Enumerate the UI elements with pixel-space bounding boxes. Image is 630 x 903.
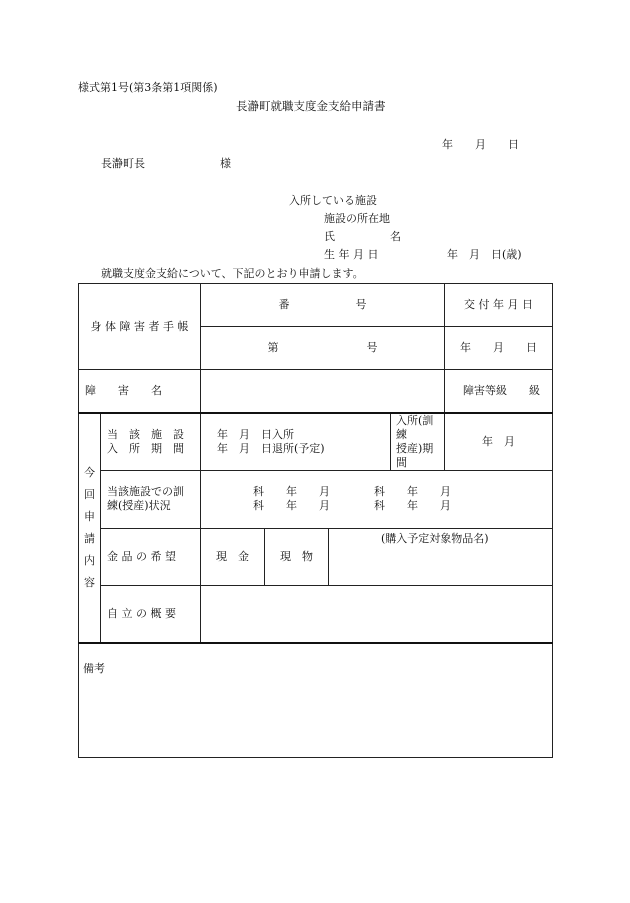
number-header: 番 号 [201,284,445,327]
period-label-line1: 当 該 施 設 [107,427,184,441]
disability-label: 障 害 名 [79,370,201,413]
training-status-label-line2: 練(授産)状況 [107,499,171,512]
remarks-label: 備考 [83,662,105,675]
issue-date-header: 交 付 年 月 日 [445,284,553,327]
techo-label: 身 体 障 害 者 手 帳 [79,284,201,370]
training-status-value[interactable] [201,470,553,528]
disability-value[interactable] [201,370,445,413]
stay-period-cell[interactable] [201,413,391,471]
intro-text: 就職支度金支給について、下記のとおり申請します。 [101,267,364,280]
independence-value[interactable] [201,585,553,643]
number-value[interactable]: 第 号 [201,327,445,370]
grade-cell[interactable] [445,370,553,413]
training-period-label-line1: 入所(訓練 [396,413,434,441]
grade-label: 障害等級 [463,383,508,397]
discharge-date: 年 月 日退所(予定) [217,441,325,455]
money-label: 金 品 の 希 望 [101,528,201,585]
document-title: 長瀞町就職支度金支給申請書 [236,99,386,113]
addressee: 長瀞町長 [101,157,145,170]
training-status-row-1: 科 年 月 科 年 月 [253,485,452,498]
independence-label: 自 立 の 概 要 [101,585,201,643]
goods-note-cell[interactable] [329,528,553,585]
training-period-label-line2: 授産)期間 [396,441,434,469]
section-label: 今 回 申 請 内 容 [79,413,101,644]
admission-date: 年 月 日入所 [217,427,295,441]
facility-label: 入所している施設 [289,194,377,207]
form-number: 様式第1号(第3条第1項関係) [78,81,218,94]
goods-note: (購入予定対象物品名) [381,531,489,545]
grade-unit: 級 [529,383,541,397]
training-status-label [101,470,201,528]
period-label-line2: 入 所 期 間 [107,441,184,455]
name-label: 氏 名 [324,230,401,243]
honorific: 様 [220,157,231,170]
application-date: 年 月 日 [442,138,519,151]
remarks-cell[interactable] [79,643,553,757]
training-period-label [391,413,445,471]
period-label [101,413,201,471]
goods-option[interactable]: 現 物 [265,528,329,585]
application-table [78,283,553,758]
training-period-value[interactable]: 年 月 [445,413,553,471]
training-status-row-2: 科 年 月 科 年 月 [253,499,452,512]
cash-option[interactable]: 現 金 [201,528,265,585]
issue-date-value[interactable]: 年 月 日 [445,327,553,370]
facility-address-label: 施設の所在地 [324,212,390,225]
training-status-label-line1: 当該施設での訓 [107,485,184,498]
birthdate-value: 年 月 日(歳) [447,248,522,261]
birthdate-label: 生 年 月 日 [324,248,379,261]
